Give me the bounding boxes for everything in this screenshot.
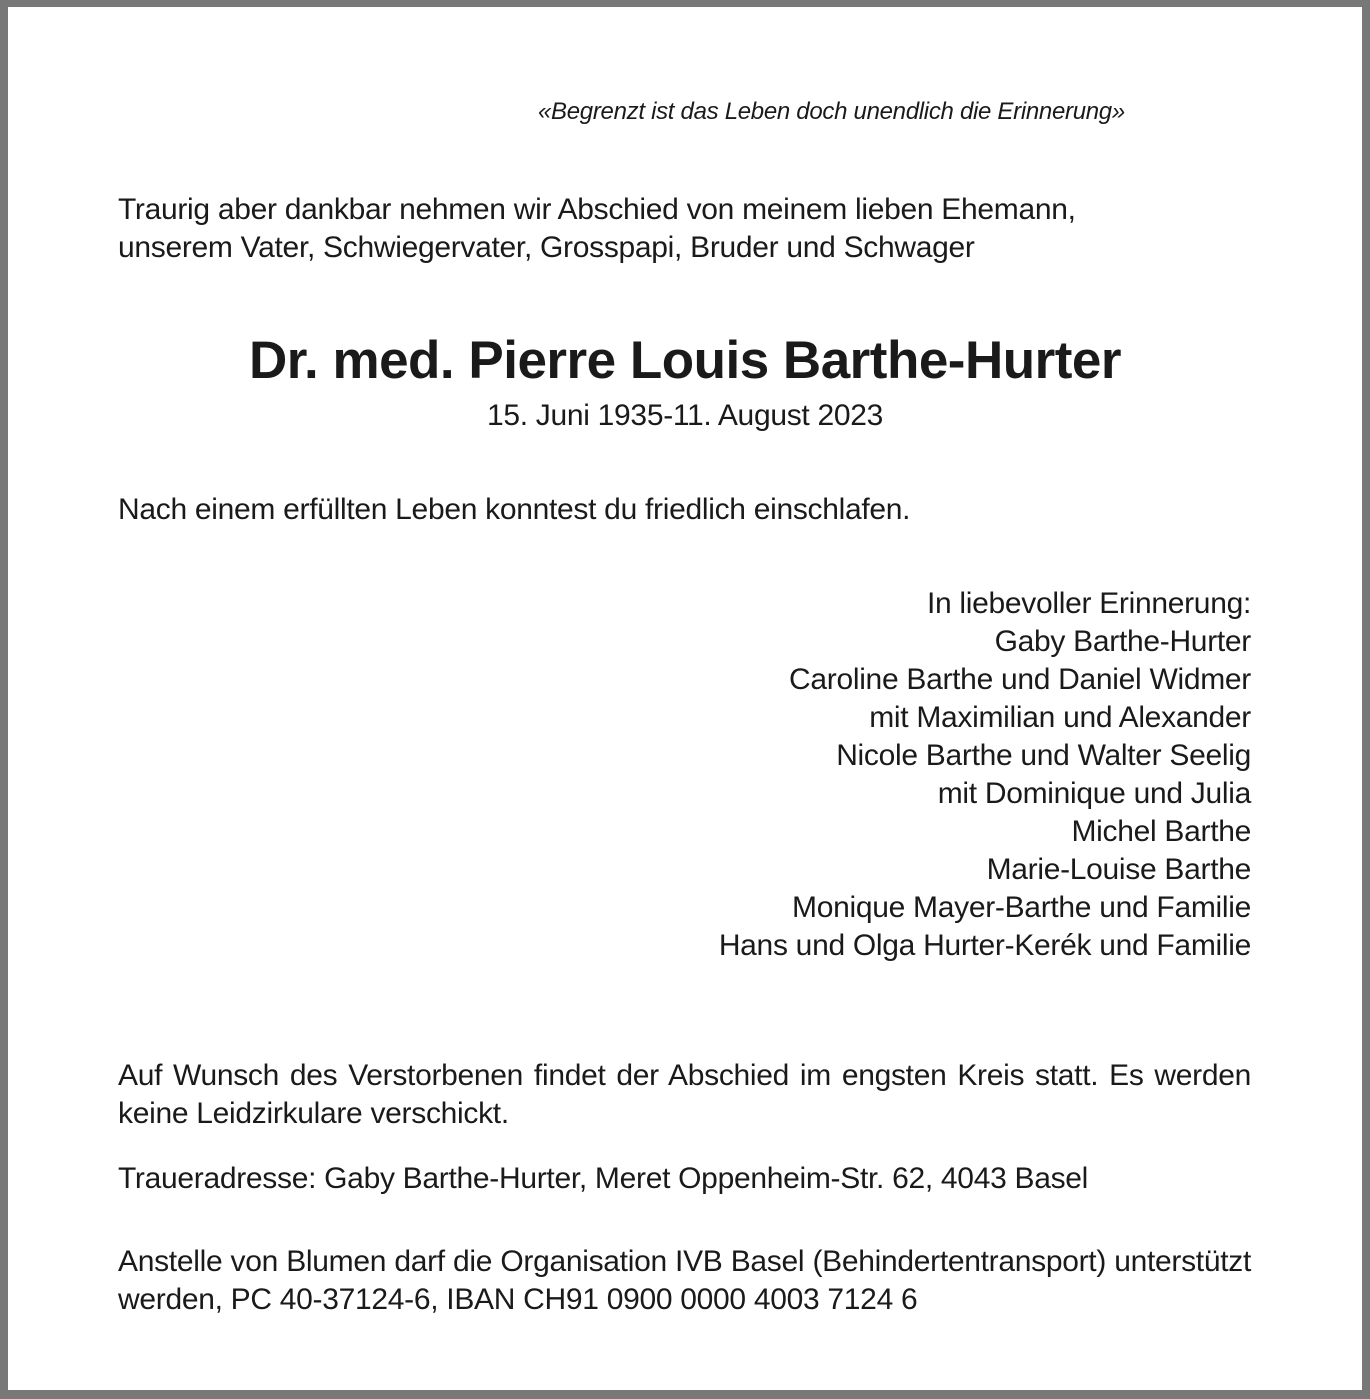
- family-line: mit Dominique und Julia: [937, 777, 1251, 810]
- intro-text: [118, 191, 1076, 267]
- quote: «Begrenzt ist das Leben doch unendlich die Erinnerung»: [538, 98, 1125, 125]
- mourning-address: Traueradresse: Gaby Barthe-Hurter, Meret Oppenheim-Str. 62, 4043 Basel: [118, 1162, 1089, 1195]
- family-line: Gaby Barthe-Hurter: [994, 625, 1251, 658]
- intro-line: Traurig aber dankbar nehmen wir Abschied von meinem lieben Ehemann,: [118, 193, 1076, 226]
- family-line: Michel Barthe: [1071, 815, 1251, 848]
- life-dates: 15. Juni 1935-11. August 2023: [486, 399, 884, 432]
- farewell-note: Auf Wunsch des Verstorbenen findet der Abschied im engsten Kreis statt. Es werden keine Leidzirkulare verschickt.: [118, 1059, 1251, 1130]
- family-line: mit Maximilian und Alexander: [869, 701, 1251, 734]
- family-line: Nicole Barthe und Walter Seelig: [836, 739, 1251, 772]
- family-list: [719, 585, 1251, 965]
- memorial-sentence: Nach einem erfüllten Leben konntest du friedlich einschlafen.: [118, 493, 911, 526]
- family-line: Monique Mayer-Barthe und Familie: [792, 891, 1251, 924]
- family-line: Hans und Olga Hurter-Kerék und Familie: [718, 929, 1251, 962]
- family-line: Marie-Louise Barthe: [986, 853, 1251, 886]
- intro-line: unserem Vater, Schwiegervater, Grosspapi, Bruder und Schwager: [118, 231, 975, 264]
- family-line: In liebevoller Erinnerung:: [926, 587, 1251, 620]
- family-line: Caroline Barthe und Daniel Widmer: [789, 663, 1251, 696]
- deceased-name: Dr. med. Pierre Louis Barthe-Hurter: [249, 331, 1121, 390]
- obituary-page: [8, 7, 1362, 1390]
- donation-note: Anstelle von Blumen darf die Organisation IVB Basel (Behindertentransport) unterstützt werden, PC 40-37124-6, IBAN CH91 0900 0000 4003 7124 6: [118, 1245, 1251, 1316]
